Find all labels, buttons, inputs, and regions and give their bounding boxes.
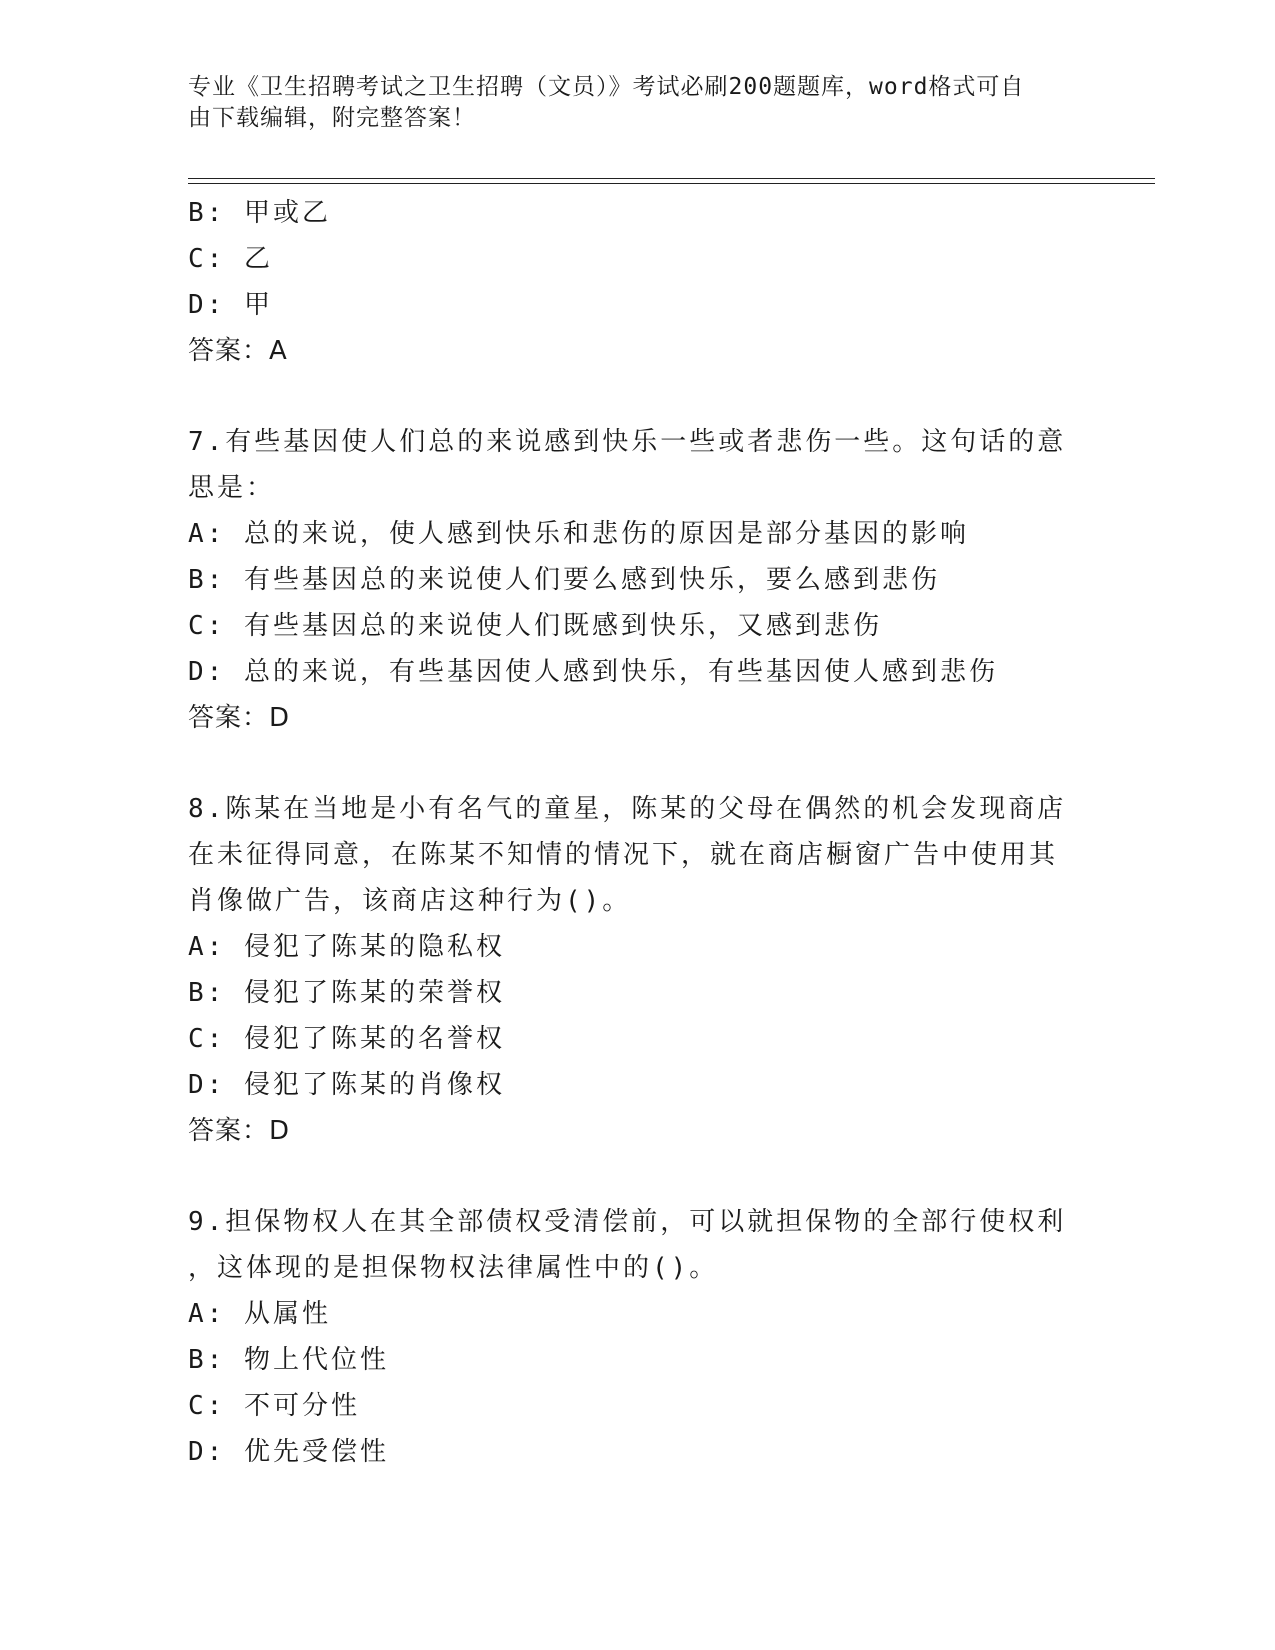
- header-rule-top: [188, 178, 1155, 179]
- question-stem: 思是：: [188, 473, 276, 503]
- question-6: [188, 190, 1068, 374]
- question-7: [188, 419, 1068, 741]
- option-d: D: 优先受偿性: [188, 1437, 389, 1467]
- option-c: C: 有些基因总的来说使人们既感到快乐，又感到悲伤: [188, 611, 882, 641]
- option-d: D: 甲: [188, 290, 273, 320]
- header-rule-bottom: [188, 183, 1155, 184]
- question-stem: 在未征得同意，在陈某不知情的情况下，就在商店橱窗广告中使用其: [188, 840, 1059, 870]
- option-d: D: 总的来说，有些基因使人感到快乐，有些基因使人感到悲伤: [188, 657, 998, 687]
- option-a: A: 侵犯了陈某的隐私权: [188, 932, 505, 962]
- question-stem: 肖像做广告，该商店这种行为()。: [188, 886, 632, 916]
- answer: 答案：D: [188, 1116, 291, 1146]
- header-line-2: 由下载编辑，附完整答案！: [188, 105, 476, 131]
- answer: 答案：A: [188, 336, 288, 366]
- question-stem: 9.担保物权人在其全部债权受清偿前，可以就担保物的全部行使权利: [188, 1207, 1067, 1237]
- question-8: [188, 786, 1068, 1154]
- question-stem: 8.陈某在当地是小有名气的童星，陈某的父母在偶然的机会发现商店: [188, 794, 1067, 824]
- question-stem: ，这体现的是担保物权法律属性中的()。: [188, 1253, 719, 1283]
- question-stem: 7.有些基因使人们总的来说感到快乐一些或者悲伤一些。这句话的意: [188, 427, 1067, 457]
- option-c: C: 侵犯了陈某的名誉权: [188, 1024, 505, 1054]
- question-9: [188, 1199, 1068, 1475]
- document-header: [188, 72, 1068, 134]
- option-a: A: 从属性: [188, 1299, 331, 1329]
- header-line-1: 专业《卫生招聘考试之卫生招聘（文员）》考试必刷200题题库，word格式可自: [188, 74, 1025, 100]
- option-c: C: 乙: [188, 244, 273, 274]
- option-d: D: 侵犯了陈某的肖像权: [188, 1070, 505, 1100]
- option-b: B: 有些基因总的来说使人们要么感到快乐，要么感到悲伤: [188, 565, 940, 595]
- question-list: [188, 190, 1068, 1475]
- option-b: B: 物上代位性: [188, 1345, 389, 1375]
- option-b: B: 侵犯了陈某的荣誉权: [188, 978, 505, 1008]
- answer: 答案：D: [188, 703, 291, 733]
- option-b: B: 甲或乙: [188, 198, 331, 228]
- option-c: C: 不可分性: [188, 1391, 360, 1421]
- option-a: A: 总的来说，使人感到快乐和悲伤的原因是部分基因的影响: [188, 519, 969, 549]
